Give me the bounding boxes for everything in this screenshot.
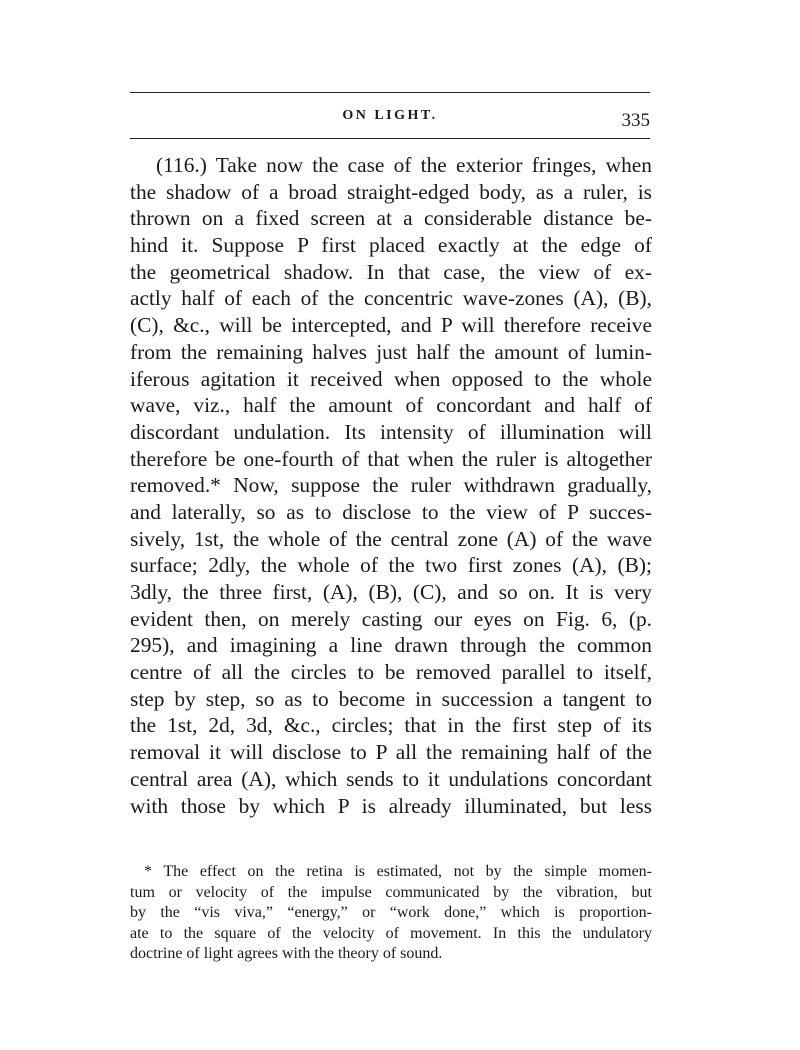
body-line: therefore be one-fourth of that when the ruler is altogether — [130, 446, 652, 471]
body-line: evident then, on merely casting our eyes on Fig. 6, (p. — [130, 606, 652, 631]
body-line: centre of all the circles to be removed parallel to itself, — [130, 660, 652, 685]
body-line: removed.* Now, suppose the ruler withdrawn gradually, — [130, 473, 652, 498]
footnote-line: ate to the square of the velocity of movement. In this the undulatory — [130, 924, 652, 942]
page-number: 335 — [621, 110, 650, 131]
body-line: sively, 1st, the whole of the central zone (A) of the wave — [130, 526, 652, 551]
body-line: the geometrical shadow. In that case, the view of ex- — [130, 259, 652, 284]
body-line: central area (A), which sends to it undulations concordant — [130, 766, 652, 791]
running-title: ON LIGHT. — [342, 108, 438, 123]
body-line: (C), &c., will be intercepted, and P will therefore receive — [130, 313, 652, 338]
footnote-line: * The effect on the retina is estimated, not by the simple momen- — [144, 863, 652, 880]
body-line: step by step, so as to become in succession a tangent to — [130, 686, 652, 711]
footnote-line: by the “vis viva,” “energy,” or “work done,” which is proportion- — [130, 904, 652, 922]
header-rule-bottom — [130, 138, 650, 139]
body-line: hind it. Suppose P first placed exactly at the edge of — [130, 233, 652, 258]
body-text — [130, 152, 652, 819]
body-line: 3dly, the three first, (A), (B), (C), and so on. It is very — [130, 580, 652, 604]
header-rule-top — [130, 92, 650, 93]
body-line: 295), and imagining a line drawn through the common — [130, 633, 652, 658]
body-line: iferous agitation it received when opposed to the whole — [130, 366, 652, 391]
running-head — [130, 104, 650, 130]
footnote-line: doctrine of light agrees with the theory of sound. — [130, 945, 443, 963]
body-line: actly half of each of the concentric wave-zones (A), (B), — [130, 286, 652, 311]
body-line: the shadow of a broad straight-edged body, as a ruler, is — [130, 179, 652, 204]
body-line: wave, viz., half the amount of concordant and half of — [130, 393, 652, 418]
body-line: removal it will disclose to P all the remaining half of the — [130, 740, 652, 765]
body-line: discordant undulation. Its intensity of illumination will — [130, 419, 652, 444]
footnote-line: tum or velocity of the impulse communicated by the vibration, but — [130, 883, 652, 901]
body-line: and laterally, so as to disclose to the view of P succes- — [130, 499, 652, 524]
body-line: the 1st, 2d, 3d, &c., circles; that in the first step of its — [130, 713, 652, 738]
body-line: with those by which P is already illuminated, but less — [130, 793, 652, 818]
body-line: surface; 2dly, the whole of the two first zones (A), (B); — [130, 553, 652, 578]
body-line: thrown on a fixed screen at a considerable distance be- — [130, 206, 652, 231]
body-line: (116.) Take now the case of the exterior fringes, when — [156, 153, 652, 177]
body-line: from the remaining halves just half the amount of lumin- — [130, 339, 652, 364]
footnote — [130, 862, 652, 965]
